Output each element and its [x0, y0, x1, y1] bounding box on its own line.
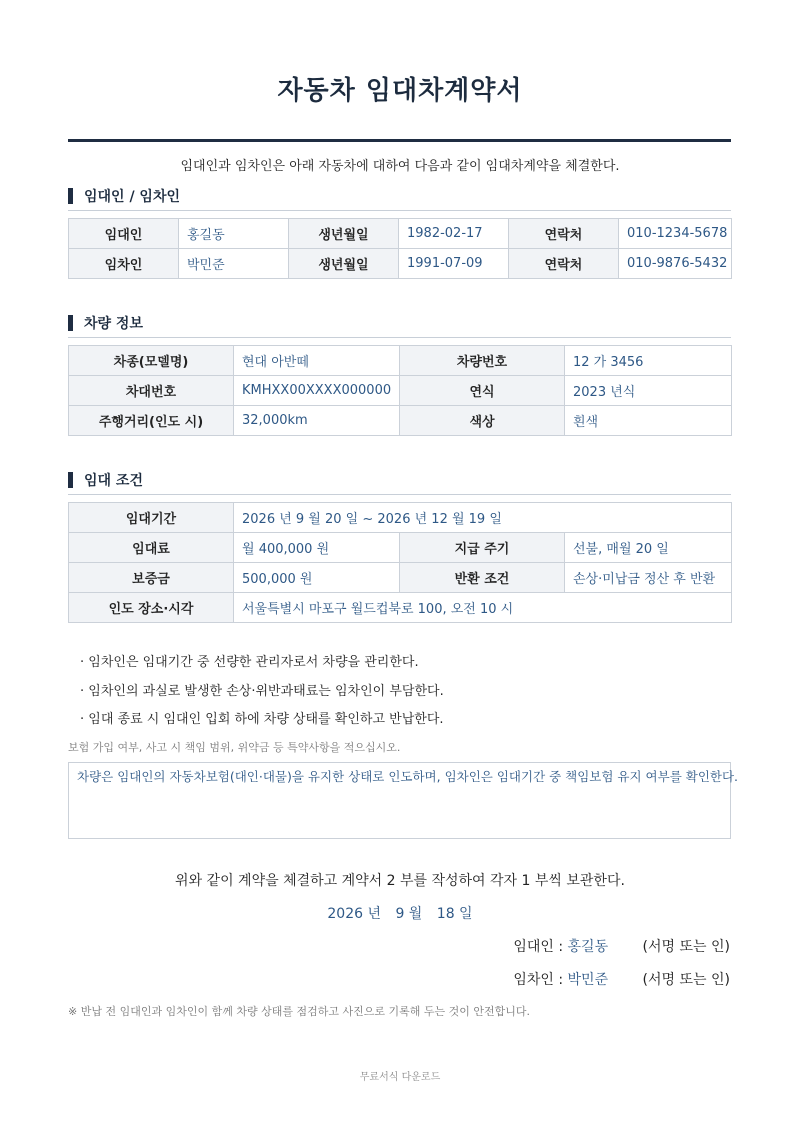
table-row [69, 563, 732, 593]
contract-date[interactable] [0, 903, 800, 923]
lessee-contact[interactable]: 010-9876-5432 [619, 249, 732, 279]
lessor-birth-label: 생년월일 [289, 219, 399, 249]
section-terms-heading [68, 470, 731, 495]
model-label: 차종(모델명) [69, 346, 234, 376]
list-item: · 임대 종료 시 임대인 입회 하에 차량 상태를 확인하고 반납한다. [80, 712, 444, 727]
section-marker [68, 472, 73, 488]
section-terms-label: 임대 조건 [84, 473, 143, 489]
signature-mark: (서명 또는 인) [642, 939, 730, 955]
lessor-contact-label: 연락처 [509, 219, 619, 249]
year-value[interactable]: 2023 년식 [565, 376, 732, 406]
footer-text: 무료서식 다운로드 [359, 1072, 441, 1083]
lessee-birth[interactable]: 1991-07-09 [399, 249, 509, 279]
section-parties-heading [68, 186, 731, 211]
vehicle-table [68, 345, 732, 436]
return-condition-label: 반환 조건 [400, 563, 565, 593]
color-value[interactable]: 흰색 [565, 406, 732, 436]
section-marker [68, 315, 73, 331]
vin-label: 차대번호 [69, 376, 234, 406]
date-month: 9 월 [395, 906, 423, 922]
lessee-contact-label: 연락처 [509, 249, 619, 279]
signature-label: 임대인 : [513, 939, 564, 955]
color-label: 색상 [400, 406, 565, 436]
parties-table [68, 218, 732, 279]
section-parties-label: 임대인 / 임차인 [84, 189, 181, 205]
signature-label: 임차인 : [513, 972, 564, 988]
lessee-label: 임차인 [69, 249, 179, 279]
lessee-birth-label: 생년월일 [289, 249, 399, 279]
table-row [69, 376, 732, 406]
signature-name[interactable]: 홍길동 [567, 939, 609, 955]
rent-value[interactable]: 월 400,000 원 [234, 533, 400, 563]
lessee-name[interactable]: 박민준 [179, 249, 289, 279]
lessor-signature [513, 936, 730, 956]
period-label: 임대기간 [69, 503, 234, 533]
mileage-label: 주행거리(인도 시) [69, 406, 234, 436]
year-label: 연식 [400, 376, 565, 406]
payment-cycle-label: 지급 주기 [400, 533, 565, 563]
special-terms-text[interactable]: 차량은 임대인의 자동차보험(대인·대물)을 유지한 상태로 인도하며, 임차인은 임대기간 중 책임보험 유지 여부를 확인한다. [77, 769, 739, 784]
intro-text: 임대인과 임차인은 아래 자동차에 대하여 다음과 같이 임대차계약을 체결한다. [180, 159, 620, 174]
title-divider [68, 139, 731, 142]
table-row [69, 533, 732, 563]
date-year: 2026 년 [327, 906, 381, 922]
table-row [69, 406, 732, 436]
section-vehicle-heading [68, 313, 731, 338]
plate-label: 차량번호 [400, 346, 565, 376]
special-terms-box[interactable] [68, 762, 739, 839]
deposit-label: 보증금 [69, 563, 234, 593]
table-row [69, 503, 732, 533]
table-row [69, 593, 732, 623]
document-title: 자동차 임대차계약서 [277, 76, 523, 106]
model-value[interactable]: 현대 아반떼 [234, 346, 400, 376]
vin-value[interactable]: KMHXX00XXXX000000 [234, 376, 400, 406]
closing-statement: 위와 같이 계약을 체결하고 계약서 2 부를 작성하여 각자 1 부씩 보관한다. [175, 873, 625, 889]
plate-value[interactable]: 12 가 3456 [565, 346, 732, 376]
deposit-value[interactable]: 500,000 원 [234, 563, 400, 593]
lessor-name[interactable]: 홍길동 [179, 219, 289, 249]
return-condition-value[interactable]: 손상·미납금 정산 후 반환 [565, 563, 732, 593]
lessor-label: 임대인 [69, 219, 179, 249]
rent-label: 임대료 [69, 533, 234, 563]
signature-name[interactable]: 박민준 [567, 972, 609, 988]
table-row [69, 346, 732, 376]
payment-cycle-value[interactable]: 선불, 매월 20 일 [565, 533, 732, 563]
section-marker [68, 188, 73, 204]
date-day: 18 일 [436, 906, 473, 922]
table-row [69, 249, 732, 279]
handover-label: 인도 장소·시각 [69, 593, 234, 623]
mileage-value[interactable]: 32,000km [234, 406, 400, 436]
section-vehicle-label: 차량 정보 [84, 316, 143, 332]
lessor-contact[interactable]: 010-1234-5678 [619, 219, 732, 249]
table-row [69, 219, 732, 249]
handover-value[interactable]: 서울특별시 마포구 월드컵북로 100, 오전 10 시 [234, 593, 732, 623]
footnote: ※ 반납 전 임대인과 임차인이 함께 차량 상태를 점검하고 사진으로 기록해 두는 것이 안전합니다. [68, 1005, 530, 1018]
list-item: · 임차인은 임대기간 중 선량한 관리자로서 차량을 관리한다. [80, 655, 419, 670]
terms-table [68, 502, 732, 623]
period-value[interactable]: 2026 년 9 월 20 일 ~ 2026 년 12 월 19 일 [234, 503, 732, 533]
rules-list [80, 652, 730, 738]
lessee-signature [513, 969, 730, 989]
list-item: · 임차인의 과실로 발생한 손상·위반과태료는 임차인이 부담한다. [80, 683, 444, 699]
signature-mark: (서명 또는 인) [642, 972, 730, 988]
special-terms-hint: 보험 가입 여부, 사고 시 책임 범위, 위약금 등 특약사항을 적으십시오. [68, 741, 401, 754]
lessor-birth[interactable]: 1982-02-17 [399, 219, 509, 249]
